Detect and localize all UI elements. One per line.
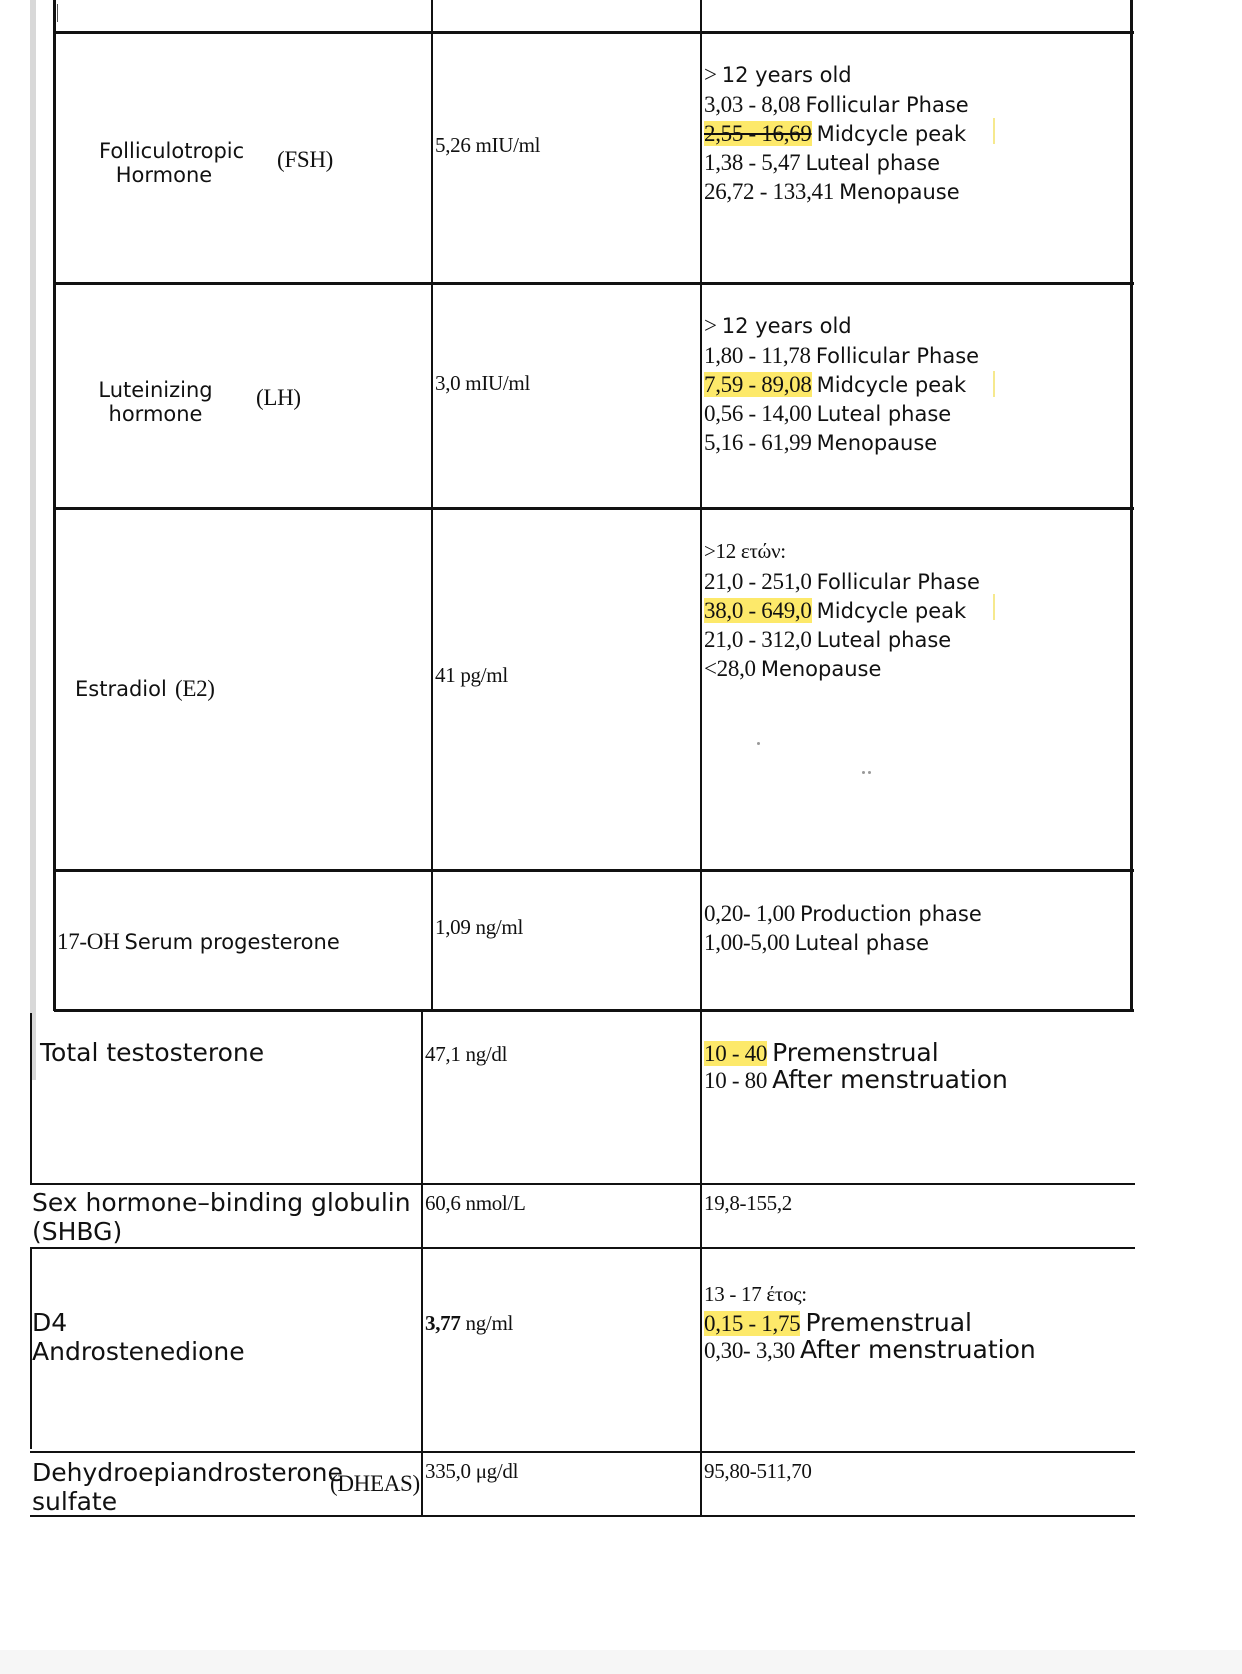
ref-range-highlight: [704, 121, 812, 146]
ref-label: Menopause: [760, 657, 882, 681]
test-abbreviation: (LH): [256, 385, 301, 410]
ref-range: 1,80 - 11,78: [704, 343, 811, 368]
table-rule: [54, 1009, 1134, 1012]
ref-label: Follicular Phase: [816, 570, 980, 594]
highlight-mark: [993, 594, 995, 620]
result-value: 5,26 mIU/ml: [435, 133, 541, 157]
ref-range: 1,38 - 5,47: [704, 150, 801, 175]
ref-range: 2,55 - 16,69: [704, 121, 812, 146]
test-name-line: D4: [32, 1308, 68, 1337]
ref-range: 0,56 - 14,00: [704, 401, 812, 426]
table-rule: [54, 869, 1134, 872]
ref-range: >12 ετών:: [704, 539, 786, 563]
test-name-line: hormone: [108, 402, 203, 427]
ref-label: Luteal phase: [816, 628, 952, 652]
reference-ranges: [704, 539, 980, 685]
test-name: [99, 139, 245, 188]
scan-speck: [868, 771, 871, 774]
highlight-mark: [993, 371, 995, 397]
ref-range: 0,30- 3,30: [704, 1338, 795, 1363]
ref-label: Production phase: [800, 902, 982, 926]
result-value: 335,0 μg/dl: [425, 1459, 519, 1483]
result-value: 47,1 ng/dl: [425, 1042, 508, 1066]
ref-range: 0,15 - 1,75: [704, 1311, 801, 1336]
ref-label: Follicular Phase: [815, 344, 980, 368]
ref-label: Premenstrual: [772, 1038, 939, 1067]
ref-label: After menstruation: [772, 1065, 1008, 1094]
test-abbreviation: (DHEAS): [330, 1471, 420, 1496]
column-divider: [421, 1011, 423, 1517]
ref-range: 5,16 - 61,99: [704, 430, 812, 455]
result-value: 41 pg/ml: [435, 663, 508, 687]
test-abbreviation: (FSH): [277, 147, 334, 172]
table-rule: [54, 31, 1134, 34]
test-name-line: Dehydroepiandrosterone: [32, 1458, 343, 1487]
ref-range: 10 - 80: [704, 1068, 768, 1093]
crop-mark: [57, 4, 58, 22]
result-number: 3,77: [425, 1311, 461, 1335]
test-name-text: Serum progesterone: [124, 930, 340, 954]
column-divider: [700, 1011, 702, 1517]
ref-range: 1,00-5,00: [704, 930, 790, 955]
scan-speck: [862, 771, 865, 774]
ref-range: 38,0 - 649,0: [704, 598, 812, 623]
ref-label: Midcycle peak: [816, 599, 967, 623]
reference-ranges: [704, 1039, 1008, 1095]
reference-range: 95,80-511,70: [704, 1459, 812, 1483]
reference-range: 19,8-155,2: [704, 1191, 792, 1215]
test-name-line: (SHBG): [32, 1216, 123, 1246]
ref-range: 21,0 - 251,0: [704, 569, 812, 594]
ref-label: Follicular Phase: [805, 93, 969, 117]
column-divider: [431, 0, 433, 1011]
ref-label: Premenstrual: [805, 1308, 972, 1337]
ref-label: 12 years old: [721, 314, 852, 338]
ref-range: >: [704, 313, 717, 338]
result-value: 60,6 nmol/L: [425, 1191, 526, 1215]
test-name-line: Luteinizing: [98, 378, 213, 402]
test-name: [98, 378, 213, 426]
ref-label: Luteal phase: [794, 931, 930, 955]
ref-range: 7,59 - 89,08: [704, 372, 812, 397]
ref-range: >: [704, 62, 717, 87]
test-name-line: Folliculotropic: [99, 139, 245, 163]
ref-label: Menopause: [839, 180, 960, 204]
ref-label: Midcycle peak: [816, 373, 967, 397]
reference-ranges: [704, 62, 969, 208]
test-name-line: Sex hormone–binding globulin: [32, 1188, 411, 1217]
test-name: Total testosterone: [40, 1038, 265, 1067]
ref-label: Luteal phase: [805, 151, 940, 175]
result-value: [425, 1311, 513, 1335]
test-name-prefix: 17-OH: [57, 929, 120, 954]
table-border: [53, 0, 56, 1011]
highlight-mark: [993, 118, 995, 144]
ref-range: 13 - 17 έτος:: [704, 1282, 807, 1306]
test-name: [32, 1309, 245, 1367]
ref-label: Luteal phase: [816, 402, 952, 426]
scan-speck: [757, 742, 760, 745]
table-border: [30, 1013, 32, 1185]
ref-range: 21,0 - 312,0: [704, 627, 812, 652]
test-name: Estradiol: [75, 677, 167, 701]
ref-label: After menstruation: [800, 1335, 1036, 1364]
table-rule: [30, 1247, 1135, 1249]
table-rule: [30, 1183, 1135, 1185]
reference-ranges: [704, 313, 979, 459]
test-name-line: Androstenedione: [32, 1336, 245, 1366]
test-name-line: Hormone: [115, 163, 213, 188]
test-abbreviation: (E2): [175, 676, 215, 701]
test-name: [32, 1189, 411, 1247]
ref-label: Menopause: [816, 431, 938, 455]
test-name: [57, 929, 340, 955]
reference-ranges: [704, 1282, 1036, 1365]
ref-range: 10 - 40: [704, 1041, 768, 1066]
ref-range: <28,0: [704, 656, 756, 681]
column-divider: [700, 0, 702, 1011]
table-rule: [30, 1451, 1135, 1453]
scan-edge-shadow: [30, 0, 36, 1080]
ref-label: 12 years old: [721, 63, 852, 87]
result-value: 3,0 mIU/ml: [435, 371, 530, 395]
reference-ranges: [704, 901, 982, 959]
ref-label: Midcycle peak: [816, 122, 967, 146]
test-name: [32, 1459, 343, 1517]
table-rule: [54, 507, 1134, 510]
ref-range: 0,20- 1,00: [704, 901, 795, 926]
result-unit: ng/ml: [465, 1311, 514, 1335]
table-border: [1130, 0, 1133, 1011]
table-rule: [54, 282, 1134, 285]
ref-range: 3,03 - 8,08: [704, 92, 801, 117]
ref-range: 26,72 - 133,41: [704, 179, 834, 204]
test-name-line: sulfate: [32, 1486, 118, 1516]
result-value: 1,09 ng/ml: [435, 915, 524, 939]
